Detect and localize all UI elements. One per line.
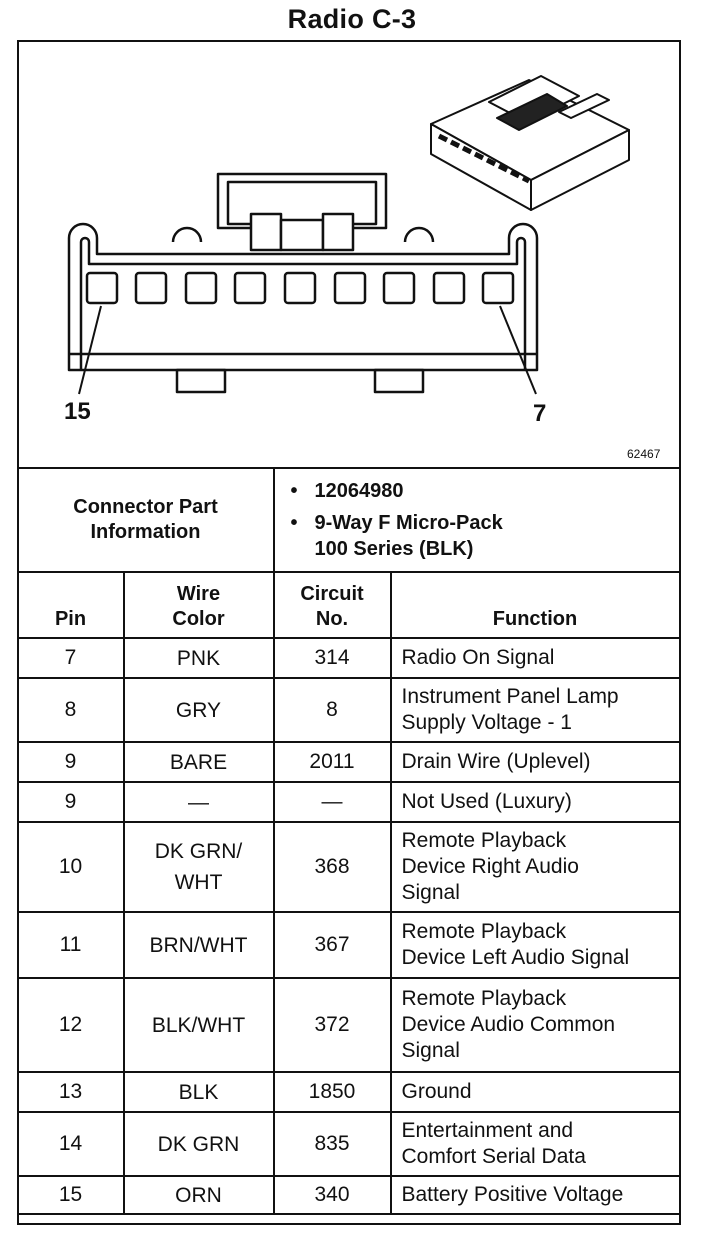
connector-info-label: Connector Part Information — [18, 468, 274, 572]
pin-cavity-12 — [235, 273, 265, 303]
pin-7-callout: 7 — [533, 400, 547, 427]
wire-color-cell: ORN — [124, 1176, 274, 1214]
pin-cell: 8 — [18, 678, 124, 742]
table-row — [18, 1176, 680, 1214]
page-title: Radio C-3 — [287, 4, 417, 34]
pin-cell: 7 — [18, 638, 124, 678]
pin-cavity-8 — [434, 273, 464, 303]
pin-cell: 12 — [18, 978, 124, 1072]
table-row — [18, 912, 680, 978]
circuit-cell: — — [274, 782, 391, 822]
pin-15-leader — [79, 306, 101, 394]
connector-face-drawing — [19, 42, 678, 469]
pin-7-leader — [500, 306, 536, 394]
function-cell: Ground — [391, 1072, 680, 1112]
circuit-cell: 367 — [274, 912, 391, 978]
table-row — [18, 1112, 680, 1176]
pin-cell: 10 — [18, 822, 124, 912]
circuit-cell: 372 — [274, 978, 391, 1072]
pin-cell: 14 — [18, 1112, 124, 1176]
function-cell: Remote Playback Device Left Audio Signal — [391, 912, 680, 978]
function-cell: Entertainment and Comfort Serial Data — [391, 1112, 680, 1176]
pin-cell: 13 — [18, 1072, 124, 1112]
function-cell: Radio On Signal — [391, 638, 680, 678]
pin-15-callout: 15 — [64, 398, 91, 425]
wire-color-cell: PNK — [124, 638, 274, 678]
pin-cell: 15 — [18, 1176, 124, 1214]
pin-cell: 9 — [18, 782, 124, 822]
wire-color-cell: BLK — [124, 1072, 274, 1112]
table-row — [18, 1072, 680, 1112]
pin-cell: 9 — [18, 742, 124, 782]
circuit-cell: 1850 — [274, 1072, 391, 1112]
function-cell: Remote Playback Device Right Audio Signal — [391, 822, 680, 912]
pin-cavity-7 — [483, 273, 513, 303]
wire-color-cell: BRN/WHT — [124, 912, 274, 978]
table-row — [18, 742, 680, 782]
figure-number: 62467 — [627, 447, 661, 461]
connector-diagram — [19, 42, 678, 469]
wire-color-cell: — — [124, 782, 274, 822]
header-wire-color: Wire Color — [124, 572, 274, 638]
pinout-table — [17, 467, 681, 1215]
pin-cavity-13 — [186, 273, 216, 303]
pin-cell: 11 — [18, 912, 124, 978]
circuit-cell: 2011 — [274, 742, 391, 782]
wire-color-cell: DK GRN — [124, 1112, 274, 1176]
connector-document-frame — [17, 40, 681, 1225]
wire-color-cell: GRY — [124, 678, 274, 742]
part-number: 12064980 — [314, 480, 404, 502]
wire-color-cell: DK GRN/ WHT — [124, 822, 274, 912]
header-circuit: Circuit No. — [274, 572, 391, 638]
pin-cavity-15 — [87, 273, 117, 303]
table-row — [18, 638, 680, 678]
table-row — [18, 782, 680, 822]
pin-cavities — [87, 273, 513, 303]
pin-cavity-9 — [384, 273, 414, 303]
table-row — [18, 978, 680, 1072]
circuit-cell: 368 — [274, 822, 391, 912]
header-pin: Pin — [18, 572, 124, 638]
circuit-cell: 835 — [274, 1112, 391, 1176]
connector-info-row — [18, 468, 680, 572]
circuit-cell: 8 — [274, 678, 391, 742]
circuit-cell: 340 — [274, 1176, 391, 1214]
function-cell: Instrument Panel Lamp Supply Voltage - 1 — [391, 678, 680, 742]
circuit-cell: 314 — [274, 638, 391, 678]
wire-color-cell: BARE — [124, 742, 274, 782]
table-header — [18, 572, 680, 638]
connector-description: 9-Way F Micro-Pack — [314, 512, 503, 534]
function-cell: Not Used (Luxury) — [391, 782, 680, 822]
pin-cavity-10 — [335, 273, 365, 303]
function-cell: Remote Playback Device Audio Common Signal — [391, 978, 680, 1072]
function-cell: Drain Wire (Uplevel) — [391, 742, 680, 782]
connector-info-values: • 12064980 • 9-Way F Micro-Pack 100 Series (BLK) — [274, 468, 680, 572]
wire-color-cell: BLK/WHT — [124, 978, 274, 1072]
pin-cavity-11 — [285, 273, 315, 303]
header-function: Function — [391, 572, 680, 638]
connector-isometric-view — [431, 76, 629, 210]
function-cell: Battery Positive Voltage — [391, 1176, 680, 1214]
pin-cavity-14 — [136, 273, 166, 303]
table-row — [18, 678, 680, 742]
table-row — [18, 822, 680, 912]
